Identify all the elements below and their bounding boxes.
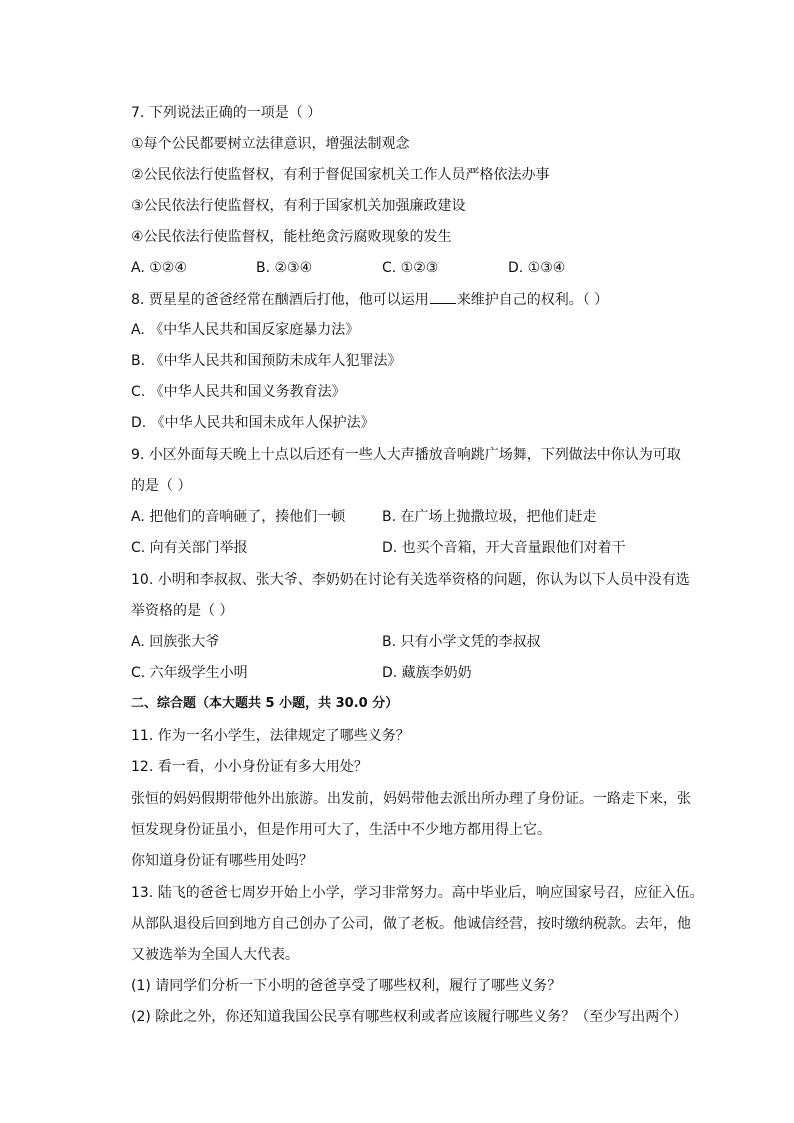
q7-stem: 7. 下列说法正确的一项是（ ）	[131, 105, 322, 121]
q8-answer-blank	[430, 289, 456, 304]
q13-paragraph-line-3: 又被选举为全国人大代表。	[131, 947, 299, 963]
q12-paragraph-line-2: 恒发现身份证虽小，但是作用可大了，生活中不少地方都用得上它。	[131, 822, 551, 838]
q7-option-b: B. ②③④	[256, 260, 313, 276]
q12-question: 你知道身份证有哪些用处吗？	[131, 853, 313, 869]
q10-stem-line-2: 举资格的是（ ）	[131, 603, 234, 619]
q10-option-c: C. 六年级学生小明	[131, 665, 248, 681]
q9-option-b: B. 在广场上抛撒垃圾，把他们赶走	[382, 509, 597, 525]
q13-paragraph-line-1: 13. 陆飞的爸爸七周岁开始上小学，学习非常努力。高中毕业后，响应国家号召，应征入伍。	[131, 885, 704, 901]
q9-option-d: D. 也买个音箱，开大音量跟他们对着干	[382, 540, 626, 556]
q12-stem: 12. 看一看，小小身份证有多大用处？	[131, 759, 368, 775]
q10-stem-line-1: 10. 小明和李叔叔、张大爷、李奶奶在讨论有关选举资格的问题，你认为以下人员中没有选	[131, 572, 690, 588]
q9-stem-line-1: 9. 小区外面每天晚上十点以后还有一些人大声播放音响跳广场舞，下列做法中你认为可取	[131, 447, 681, 463]
q8-stem	[131, 289, 608, 310]
q10-option-d: D. 藏族李奶奶	[382, 665, 472, 681]
q8-stem-part-1: 8. 贾星星的爸爸经常在酗酒后打他，他可以运用	[131, 292, 429, 308]
section-2-heading: 二、综合题（本大题共 5 小题，共 30.0 分）	[131, 696, 399, 711]
q7-option-a: A. ①②④	[131, 260, 187, 276]
q7-option-d: D. ①③④	[508, 260, 566, 276]
q7-statement-2: ②公民依法行使监督权，有利于督促国家机关工作人员严格依法办事	[131, 167, 550, 183]
q8-option-c: C. 《中华人民共和国义务教育法》	[131, 384, 346, 400]
q7-statement-3: ③公民依法行使监督权，有利于国家机关加强廉政建设	[131, 198, 466, 214]
q7-statement-4: ④公民依法行使监督权，能杜绝贪污腐败现象的发生	[131, 229, 452, 245]
q10-option-b: B. 只有小学文凭的李叔叔	[382, 634, 541, 650]
q13-subquestion-2: (2) 除此之外，你还知道我国公民享有哪些权利或者应该履行哪些义务？（至少写出两个）	[131, 1009, 688, 1025]
q9-option-c: C. 向有关部门举报	[131, 540, 248, 556]
q12-paragraph-line-1: 张恒的妈妈假期带他外出旅游。出发前，妈妈带他去派出所办理了身份证。一路走下来，张	[131, 791, 691, 807]
q13-subquestion-1: (1) 请同学们分析一下小明的爸爸享受了哪些权利，履行了哪些义务？	[131, 978, 562, 994]
q8-option-b: B. 《中华人民共和国预防未成年人犯罪法》	[131, 353, 402, 369]
q8-option-d: D. 《中华人民共和国未成年人保护法》	[131, 415, 375, 431]
q10-option-a: A. 回族张大爷	[131, 634, 220, 650]
q9-option-a: A. 把他们的音响砸了，揍他们一顿	[131, 509, 346, 525]
q7-option-c: C. ①②③	[382, 260, 439, 276]
q9-stem-line-2: 的是（ ）	[131, 478, 192, 494]
q7-statement-1: ①每个公民都要树立法律意识，增强法制观念	[131, 136, 410, 152]
q13-paragraph-line-2: 从部队退役后回到地方自己创办了公司，做了老板。他诚信经营，按时缴纳税款。去年，他	[131, 916, 691, 932]
q8-stem-part-2: 来维护自己的权利。（ ）	[456, 292, 609, 308]
q11-stem: 11. 作为一名小学生，法律规定了哪些义务？	[131, 728, 410, 744]
q8-option-a: A. 《中华人民共和国反家庭暴力法》	[131, 322, 360, 338]
